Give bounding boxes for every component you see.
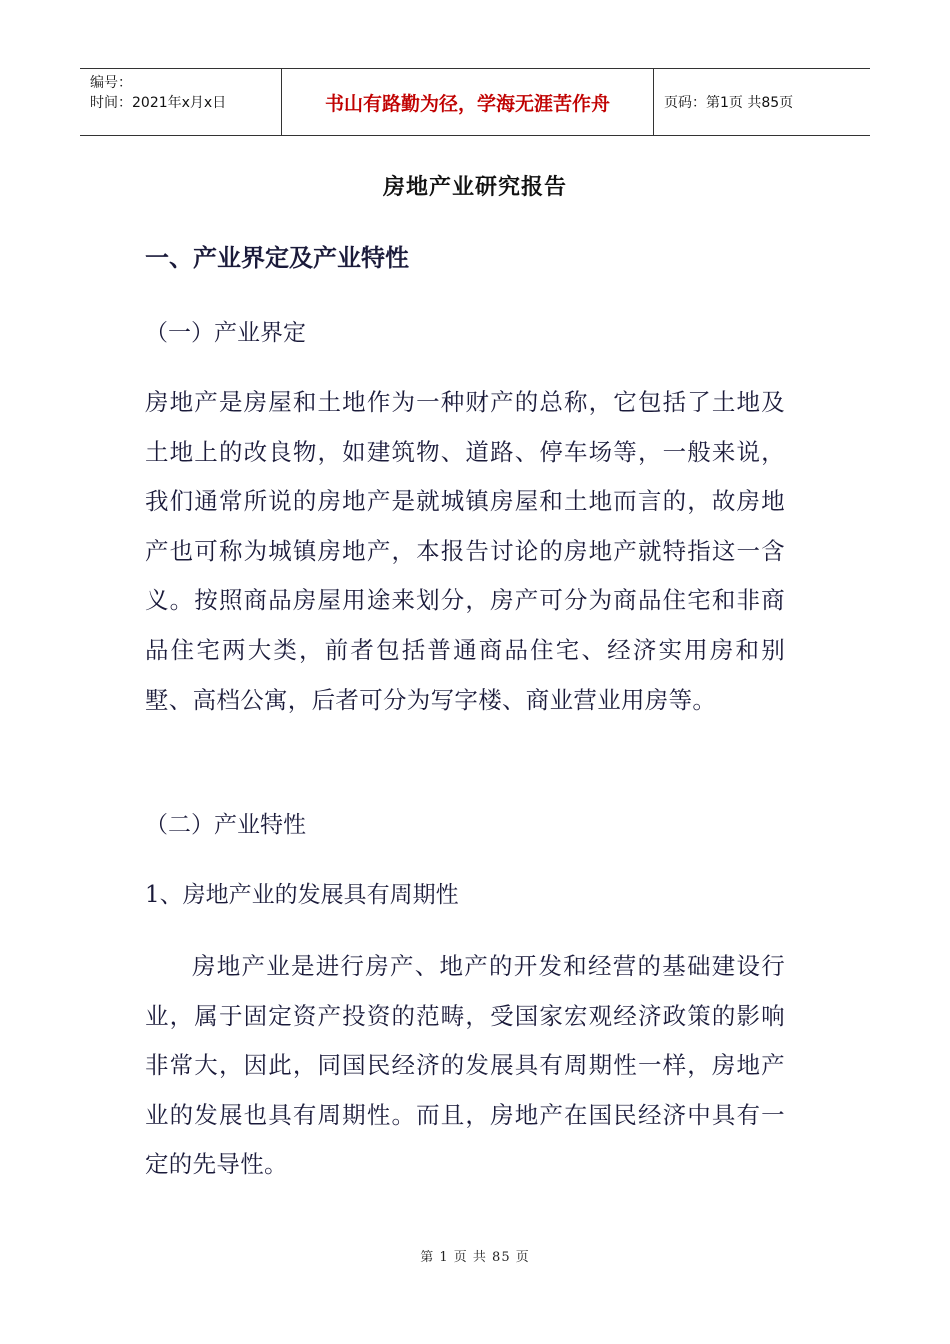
number-label: 编号：	[90, 75, 132, 91]
header-table	[80, 68, 870, 136]
subsection-heading-1: （一）产业界定	[145, 320, 306, 346]
header-motto: 书山有路勤为径，学海无涯苦作舟	[282, 69, 654, 135]
point-heading-1: 1、房地产业的发展具有周期性	[145, 882, 459, 908]
paragraph-1: 房地产是房屋和土地作为一种财产的总称，它包括了土地及土地上的改良物，如建筑物、道路、停车场等，一般来说，我们通常所说的房地产是就城镇房屋和土地而言的，故房地产也可称为城镇房地产，本报告讨论的房地产就特指这一含义。按照商品房屋用途来划分，房产可分为商品住宅和非商品住宅两大类，前者包括普通商品住宅、经济实用房和别墅、高档公寓，后者可分为写字楼、商业营业用房等。	[145, 388, 785, 714]
subsection-heading-2: （二）产业特性	[145, 812, 306, 838]
header-meta-cell	[80, 69, 282, 135]
time-label: 时间：2021年x月x日	[90, 95, 227, 111]
section-heading-1: 一、产业界定及产业特性	[145, 243, 409, 272]
paragraph-2: 房地产业是进行房产、地产的开发和经营的基础建设行业，属于固定资产投资的范畴，受国家宏观经济政策的影响非常大，因此，同国民经济的发展具有周期性一样，房地产业的发展也具有周期性。而且，房地产在国民经济中具有一定的先导性。	[145, 952, 785, 1179]
page-footer: 第 1 页 共 85 页	[420, 1250, 530, 1265]
document-title: 房地产业研究报告	[382, 174, 567, 200]
header-page-info: 页码：第1页 共85页	[664, 95, 794, 111]
